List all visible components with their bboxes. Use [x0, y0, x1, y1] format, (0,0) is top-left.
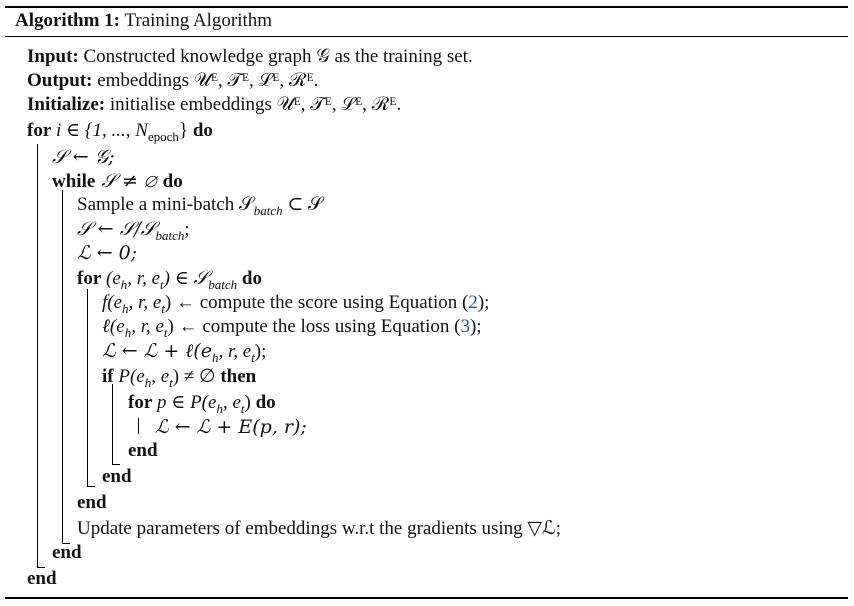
for-path-line: for p ∈ $P(e_h$, $e_t$) do: [128, 392, 276, 416]
top-rule: [5, 6, 848, 8]
while-condition: 𝒮 ≠ ∅: [95, 170, 163, 192]
semicolon: ;: [184, 219, 190, 240]
do-keyword: do: [192, 120, 213, 141]
for-batch-line: for ($e_h$, r, $e_t$) ∈ 𝒮$_{batch}$ do: [77, 268, 262, 292]
do-keyword: do: [162, 171, 183, 192]
for-epoch-bar: [37, 144, 38, 568]
assign-s-text: 𝒮 ← 𝒢;: [52, 146, 115, 168]
while-line: [52, 170, 183, 193]
loss-accumulate-line: ℒ ← ℒ + $\ell(e_h$, r, $e_t$);: [102, 340, 267, 365]
epoch-subscript: epoch: [147, 128, 179, 144]
algorithm-caption: [15, 10, 272, 32]
do-keyword: do: [241, 268, 262, 289]
batch-subscript: batch: [155, 227, 185, 243]
bottom-rule: [5, 597, 848, 599]
caption-label: Algorithm 1:: [15, 10, 121, 31]
for-keyword: for: [77, 268, 102, 289]
for-batch-bar-end: [87, 486, 95, 487]
for-keyword: for: [27, 120, 52, 141]
do-keyword: do: [255, 392, 276, 413]
loss-line: $\ell(e_h$, r, $e_t$) ← compute the loss using Equation (3);: [102, 316, 482, 340]
initialize-text: initialise embeddings 𝒰ᴱ, 𝒯ᴱ, ℒᴱ, ℛᴱ.: [105, 94, 402, 115]
for-epoch-line: [27, 120, 213, 142]
output-text: embeddings 𝒰ᴱ, 𝒯ᴱ, ℒᴱ, ℛᴱ.: [92, 70, 319, 91]
path-energy-line: ℒ ← ℒ + E(p, r);: [155, 416, 307, 438]
for-range-close: }: [178, 120, 189, 141]
if-line: if $P(e_h$, $e_t$) ≠ ∅ then: [102, 366, 257, 390]
end-for-path: end: [128, 440, 158, 461]
then-keyword: then: [220, 366, 257, 387]
sample-text: Sample a mini-batch 𝒮: [77, 194, 254, 215]
subset-text: ⊂ 𝒮: [282, 194, 323, 215]
score-line: $f(e_h$, r, $e_t$) ← compute the score using Equation (2);: [102, 292, 490, 316]
if-bar: [112, 384, 113, 465]
update-line: [77, 518, 561, 540]
loss-init-line: [77, 242, 137, 265]
if-bar-end: [112, 464, 120, 465]
input-line: [27, 46, 473, 68]
input-text: Constructed knowledge graph 𝒢 as the training set.: [78, 46, 473, 67]
loss-init-text: ℒ ← 0;: [77, 242, 138, 264]
equation-3-link[interactable]: 3: [460, 316, 470, 337]
if-keyword: if: [102, 366, 114, 387]
sample-line: [77, 194, 323, 216]
remove-batch-text: 𝒮 ← 𝒮/𝒮: [77, 218, 156, 240]
output-line: [27, 70, 318, 92]
while-keyword: while: [52, 171, 96, 192]
update-text: Update parameters of embeddings w.r.t the gradients using ▽ℒ;: [77, 518, 561, 539]
for-path-bar: [138, 418, 139, 434]
for-range: i ∈ {1, ..., N: [51, 120, 148, 141]
for-batch-bar: [87, 289, 88, 487]
equation-2-link[interactable]: 2: [468, 292, 478, 313]
remove-batch-line: [77, 218, 190, 241]
batch-subscript: batch: [253, 202, 283, 218]
algorithm-block: [5, 6, 848, 600]
end-for-batch: end: [77, 492, 107, 513]
caption-title: Training Algorithm: [124, 10, 273, 31]
end-while: end: [52, 542, 82, 563]
output-keyword: Output:: [27, 70, 93, 91]
assign-s-line: [52, 146, 115, 169]
input-keyword: Input:: [27, 46, 79, 67]
initialize-keyword: Initialize:: [27, 94, 106, 115]
initialize-line: [27, 94, 401, 116]
end-if: end: [102, 466, 132, 487]
for-keyword: for: [128, 392, 153, 413]
while-bar: [62, 190, 63, 544]
end-for-epoch: end: [27, 568, 57, 589]
caption-rule: [5, 36, 848, 37]
